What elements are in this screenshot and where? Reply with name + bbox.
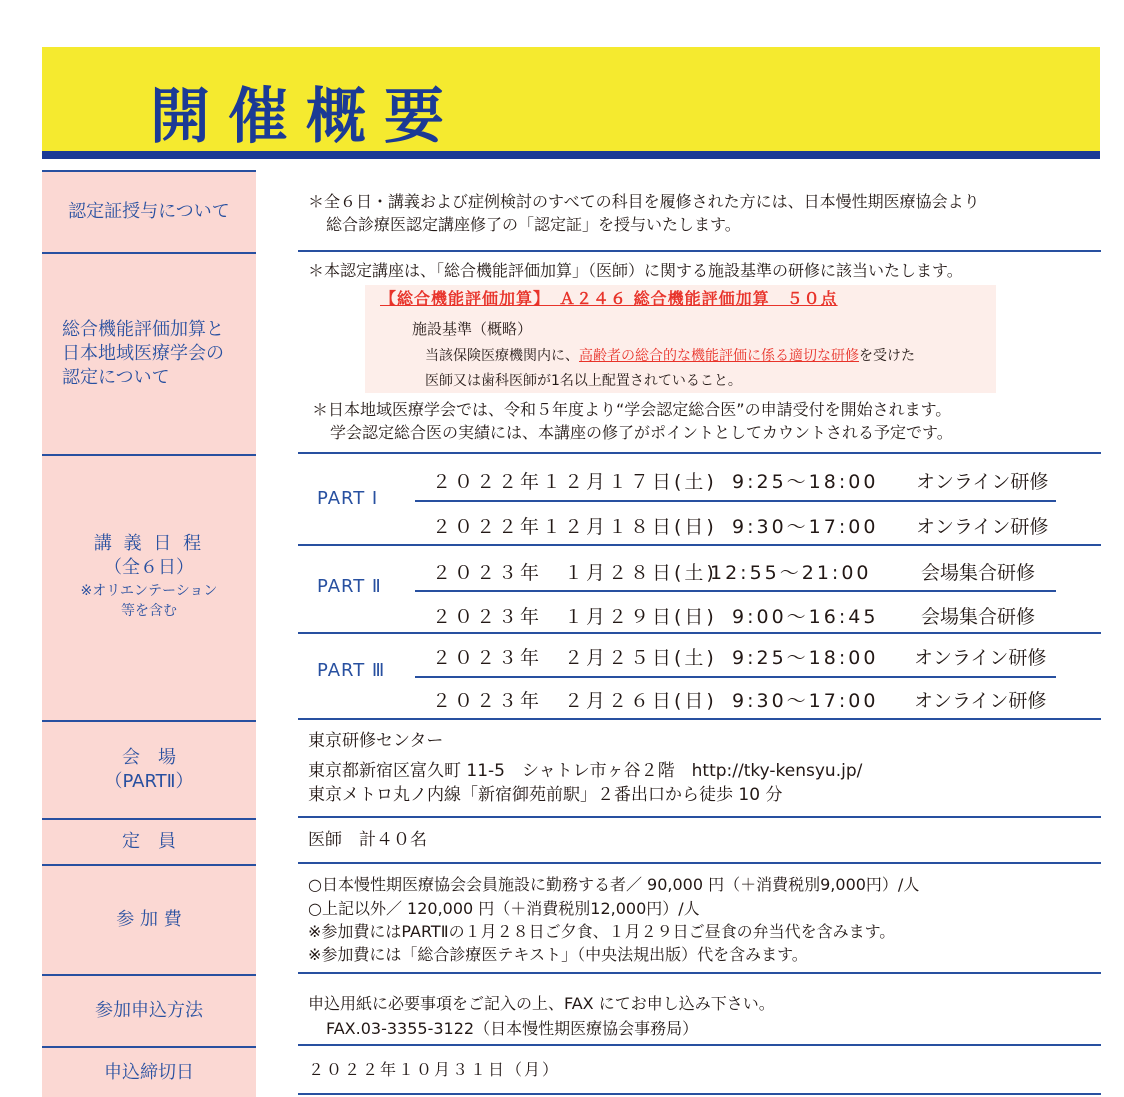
evaluation-box-subheading: 施設基準（概略）	[412, 320, 533, 338]
label-schedule: 講 義 日 程 （全６日） ※オリエンテーション 等を含む	[42, 454, 256, 720]
session-date: ２０２２年１２月１８日(日)	[432, 516, 717, 538]
schedule-part-label: PART Ⅲ	[317, 660, 386, 681]
label-deadline: 申込締切日	[42, 1046, 256, 1097]
section-divider	[298, 816, 1101, 818]
label-venue: 会 場 （PARTⅡ）	[42, 720, 256, 818]
capacity-text: 医師 計４０名	[308, 830, 427, 850]
session-type: 会場集合研修	[921, 606, 1036, 628]
session-time: 9:25〜18:00	[732, 471, 879, 493]
label-capacity: 定 員	[42, 818, 256, 864]
section-divider	[298, 972, 1101, 974]
schedule-part-label: PART Ⅰ	[317, 488, 379, 509]
schedule-sub-divider	[415, 590, 1056, 592]
session-type: オンライン研修	[914, 647, 1047, 669]
session-date: ２０２３年 １月２９日(日)	[432, 606, 717, 628]
certificate-line: 総合診療医認定講座修了の「認定証」を授与いたします。	[326, 215, 741, 234]
evaluation-line: ＊日本地域医療学会では、令和５年度より“学会認定総合医”の申請受付を開始されます。	[312, 400, 952, 419]
venue-address: 東京都新宿区富久町 11-5 シャトレ市ヶ谷２階 http://tky-kensyu.jp/	[308, 761, 863, 781]
session-time: 9:25〜18:00	[732, 647, 879, 669]
section-divider	[298, 250, 1101, 252]
section-divider	[298, 632, 1101, 634]
schedule-sub-divider	[415, 500, 1056, 502]
session-date: ２０２３年 ２月２５日(土)	[432, 647, 717, 669]
venue-access: 東京メトロ丸ノ内線「新宿御苑前駅」２番出口から徒歩 10 分	[308, 785, 783, 805]
evaluation-box-text: 当該保険医療機関内に、高齢者の総合的な機能評価に係る適切な研修を受けた	[425, 348, 915, 364]
evaluation-line: ＊本認定講座は、「総合機能評価加算」（医師）に関する施設基準の研修に該当いたします。	[308, 261, 963, 280]
label-apply: 参加申込方法	[42, 974, 256, 1046]
evaluation-box-text: 医師又は歯科医師が1名以上配置されていること。	[425, 373, 742, 389]
certificate-line: ＊全６日・講義および症例検討のすべての科目を履修された方には、日本慢性期医療協会より	[308, 192, 980, 211]
fee-line: ※参加費には「総合診療医テキスト」（中央法規出版）代を含みます。	[308, 945, 808, 964]
fee-line: ○上記以外／ 120,000 円（＋消費税別12,000円）/人	[308, 899, 700, 918]
session-type: オンライン研修	[914, 690, 1047, 712]
session-type: 会場集合研修	[921, 562, 1036, 584]
header-banner	[42, 47, 1100, 159]
schedule-part-label: PART Ⅱ	[317, 576, 382, 597]
session-time: 9:30〜17:00	[732, 690, 879, 712]
section-divider	[298, 718, 1101, 720]
page-title: 開催概要	[150, 82, 462, 152]
fee-line: ※参加費にはPARTⅡの１月２８日ご夕食、１月２９日ご昼食の弁当代を含みます。	[308, 922, 896, 941]
session-date: ２０２３年 １月２８日(土)	[432, 562, 717, 584]
venue-name: 東京研修センター	[308, 731, 444, 751]
fee-line: ○日本慢性期医療協会会員施設に勤務する者／ 90,000 円（＋消費税別9,000円）/人	[308, 875, 920, 894]
session-type: オンライン研修	[916, 471, 1049, 493]
label-evaluation: 総合機能評価加算と 日本地域医療学会の 認定について	[42, 252, 256, 454]
apply-line: 申込用紙に必要事項をご記入の上、FAX にてお申し込み下さい。	[308, 994, 775, 1013]
session-type: オンライン研修	[916, 516, 1049, 538]
section-divider	[298, 862, 1101, 864]
deadline-text: ２０２２年１０月３１日（月）	[308, 1060, 561, 1079]
session-time: 12:55〜21:00	[710, 562, 872, 584]
session-date: ２０２２年１２月１７日(土)	[432, 471, 717, 493]
schedule-sub-divider	[415, 676, 1056, 678]
apply-line: FAX.03-3355-3122（日本慢性期医療協会事務局）	[326, 1019, 699, 1038]
label-certificate: 認定証授与について	[42, 170, 256, 252]
evaluation-box-heading: 【総合機能評価加算】 Ａ２４６ 総合機能評価加算 ５０点	[380, 289, 838, 308]
evaluation-line: 学会認定総合医の実績には、本講座の修了がポイントとしてカウントされる予定です。	[330, 423, 953, 442]
session-time: 9:30〜17:00	[732, 516, 879, 538]
evaluation-box-link: 高齢者の総合的な機能評価に係る適切な研修	[579, 348, 859, 364]
section-divider	[298, 452, 1101, 454]
session-date: ２０２３年 ２月２６日(日)	[432, 690, 717, 712]
section-divider	[298, 1044, 1101, 1046]
section-divider	[298, 544, 1101, 546]
section-divider	[298, 1093, 1101, 1095]
label-fee: 参 加 費	[42, 864, 256, 974]
session-time: 9:00〜16:45	[732, 606, 879, 628]
